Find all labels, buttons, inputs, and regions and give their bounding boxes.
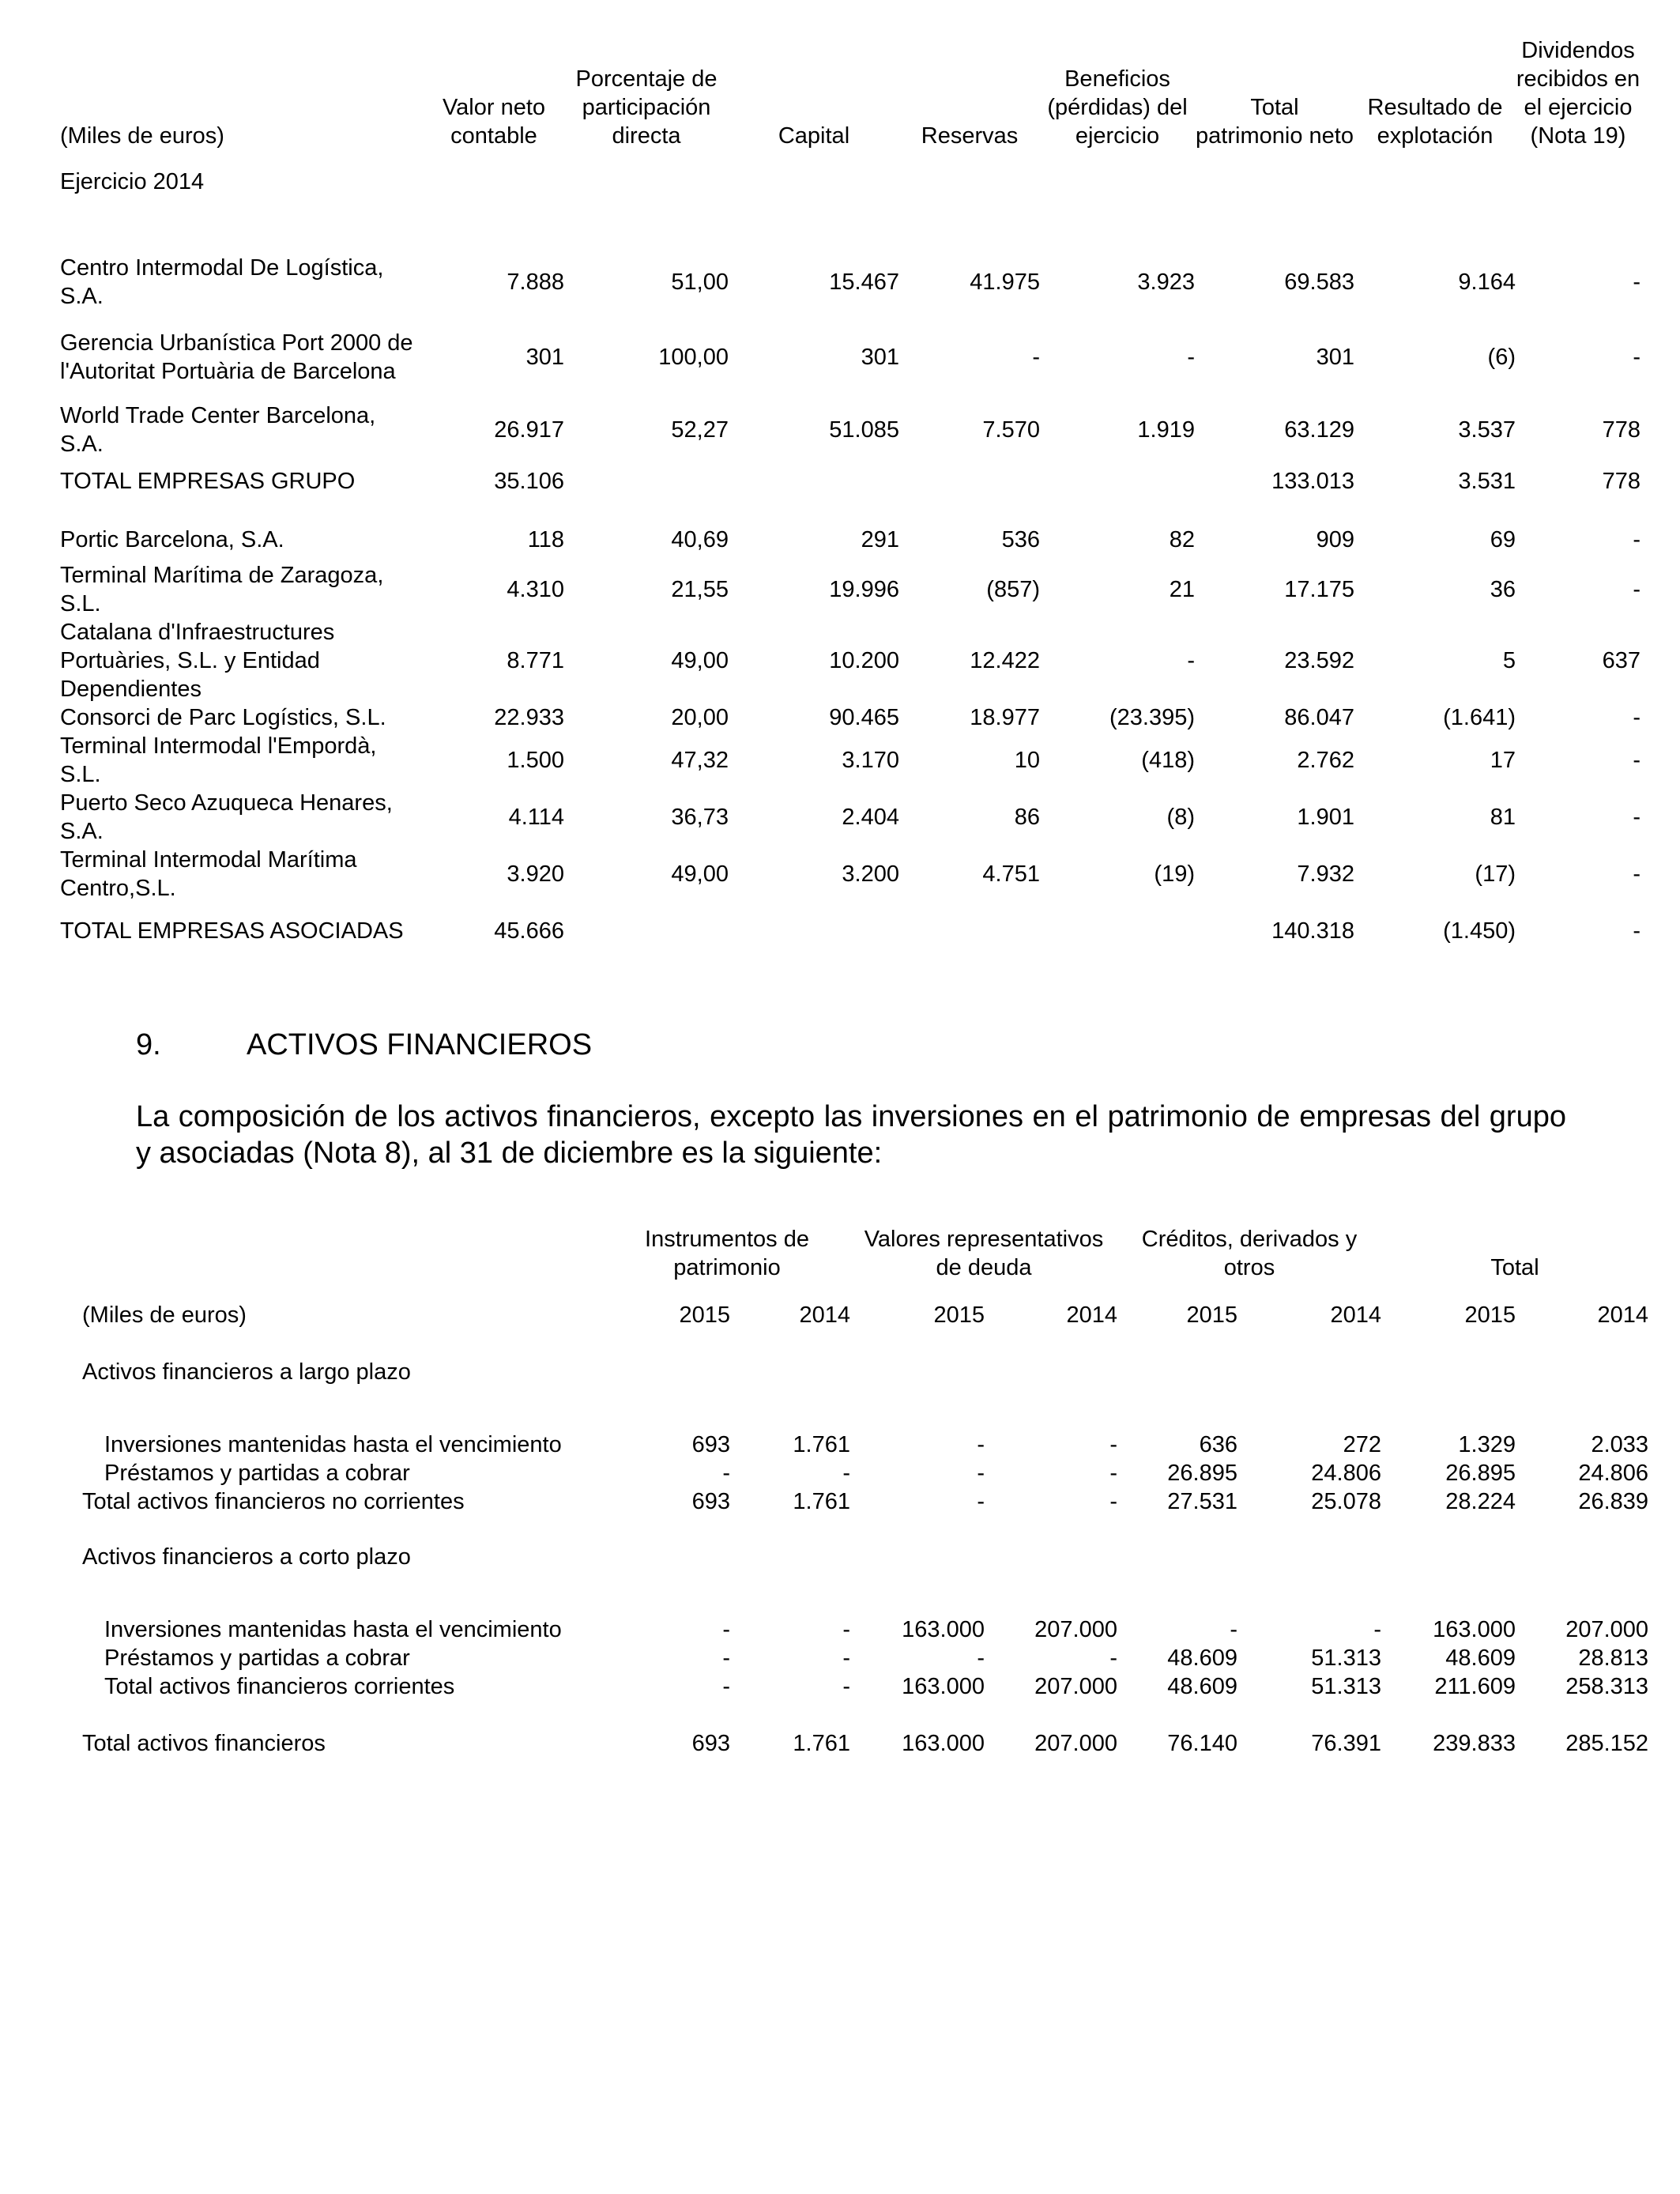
table-header-row xyxy=(60,0,1640,150)
assoc-total-row: TOTAL EMPRESAS ASOCIADAS 45.666 140.318 (1.450) - xyxy=(60,918,1640,944)
section-title: ACTIVOS FINANCIEROS xyxy=(247,1028,593,1061)
year-label: Ejercicio 2014 xyxy=(60,169,205,194)
table-row: Préstamos y partidas a cobrar - - - - 26.895 24.806 26.895 24.806 xyxy=(104,1461,1649,1486)
cp-rows xyxy=(82,1587,1648,1672)
section-number: 9. xyxy=(136,1028,161,1061)
table-row: Inversiones mantenidas hasta el vencimiento - - 163.000 207.000 - - 163.000 207.000 xyxy=(104,1617,1649,1642)
header-capital: Capital xyxy=(778,123,850,149)
group-header-row xyxy=(82,1192,1648,1282)
table-row: Portic Barcelona, S.A. 118 40,69 291 536 82 909 69 - xyxy=(60,527,1640,552)
group-instrumentos: Instrumentos de patrimonio xyxy=(645,1227,809,1280)
table-row: Puerto Seco Azuqueca Henares, S.A. 4.114 36,73 2.404 86 (8) 1.901 81 - xyxy=(60,790,1640,844)
group-creditos: Créditos, derivados y otros xyxy=(1141,1227,1358,1280)
financial-assets-table xyxy=(82,1192,1648,1758)
header-resultado: Resultado de explotación xyxy=(1367,95,1503,149)
lp-rows xyxy=(82,1402,1648,1487)
group-total-row: TOTAL EMPRESAS GRUPO 35.106 133.013 3.531 778 xyxy=(60,469,1640,494)
header-beneficios: Beneficios (pérdidas) del ejercicio xyxy=(1047,66,1188,149)
grand-total xyxy=(82,1729,1648,1758)
group-valores: Valores representativos de deuda xyxy=(864,1227,1104,1280)
group-total: Total xyxy=(1490,1255,1539,1280)
cp-title: Activos financieros a corto plazo xyxy=(82,1544,411,1570)
table-row: Inversiones mantenidas hasta el vencimiento 693 1.761 - - 636 272 1.329 2.033 xyxy=(104,1432,1649,1457)
header-reservas: Reservas xyxy=(921,123,1019,149)
unit-label: (Miles de euros) xyxy=(60,123,224,149)
section-heading xyxy=(136,1027,592,1062)
header-dividendos: Dividendos recibidos en el ejercicio (Nota 19) xyxy=(1516,38,1640,149)
cp-total xyxy=(82,1672,1648,1701)
lp-total xyxy=(82,1487,1648,1516)
table-row: Préstamos y partidas a cobrar - - - - 48.609 51.313 48.609 28.813 xyxy=(104,1646,1649,1671)
header-porcentaje: Porcentaje de participación directa xyxy=(575,66,718,149)
table-row: Terminal Marítima de Zaragoza, S.L. 4.310 21,55 19.996 (857) 21 17.175 36 - xyxy=(60,563,1640,616)
header-valor-neto: Valor neto contable xyxy=(442,95,546,149)
years-row: (Miles de euros) 2015 2014 2015 2014 2015 2014 2015 2014 xyxy=(82,1302,1649,1328)
table-row: Centro Intermodal De Logística, S.A. 7.888 51,00 15.467 41.975 3.923 69.583 9.164 - xyxy=(60,255,1640,309)
participations-table xyxy=(60,0,1640,959)
table-row: Gerencia Urbanística Port 2000 de l'Autoritat Portuària de Barcelona 301 100,00 301 - - 301 (6) - xyxy=(60,330,1640,384)
table-row: Terminal Intermodal Marítima Centro,S.L. 3.920 49,00 3.200 4.751 (19) 7.932 (17) - xyxy=(60,847,1640,901)
table-row: Total activos financieros no corrientes 693 1.761 - - 27.531 25.078 28.224 26.839 xyxy=(82,1489,1649,1514)
table-row: Total activos financieros 693 1.761 163.000 207.000 76.140 76.391 239.833 285.152 xyxy=(82,1731,1649,1756)
table-row: Consorci de Parc Logístics, S.L. 22.933 20,00 90.465 18.977 (23.395) 86.047 (1.641) - xyxy=(60,705,1640,730)
table-row: Terminal Intermodal l'Empordà, S.L. 1.500 47,32 3.170 10 (418) 2.762 17 - xyxy=(60,733,1640,787)
table-row: Catalana d'Infraestructures Portuàries, S.L. y Entidad Dependientes 8.771 49,00 10.200 12.422 - 23.592 5 637 xyxy=(60,620,1640,702)
table-row: Total activos financieros corrientes - - 163.000 207.000 48.609 51.313 211.609 258.313 xyxy=(104,1674,1649,1699)
lp-title: Activos financieros a largo plazo xyxy=(82,1359,411,1385)
group-rows xyxy=(60,250,1640,460)
table-row: World Trade Center Barcelona, S.A. 26.917 52,27 51.085 7.570 1.919 63.129 3.537 778 xyxy=(60,403,1640,457)
section-intro: La composición de los activos financieros, excepto las inversiones en el patrimonio de empresas del grupo y asociadas (Nota 8), al 31 de diciembre es la siguiente: xyxy=(136,1100,1566,1170)
header-total-patrimonio: Total patrimonio neto xyxy=(1196,95,1354,149)
associate-rows xyxy=(60,518,1640,903)
